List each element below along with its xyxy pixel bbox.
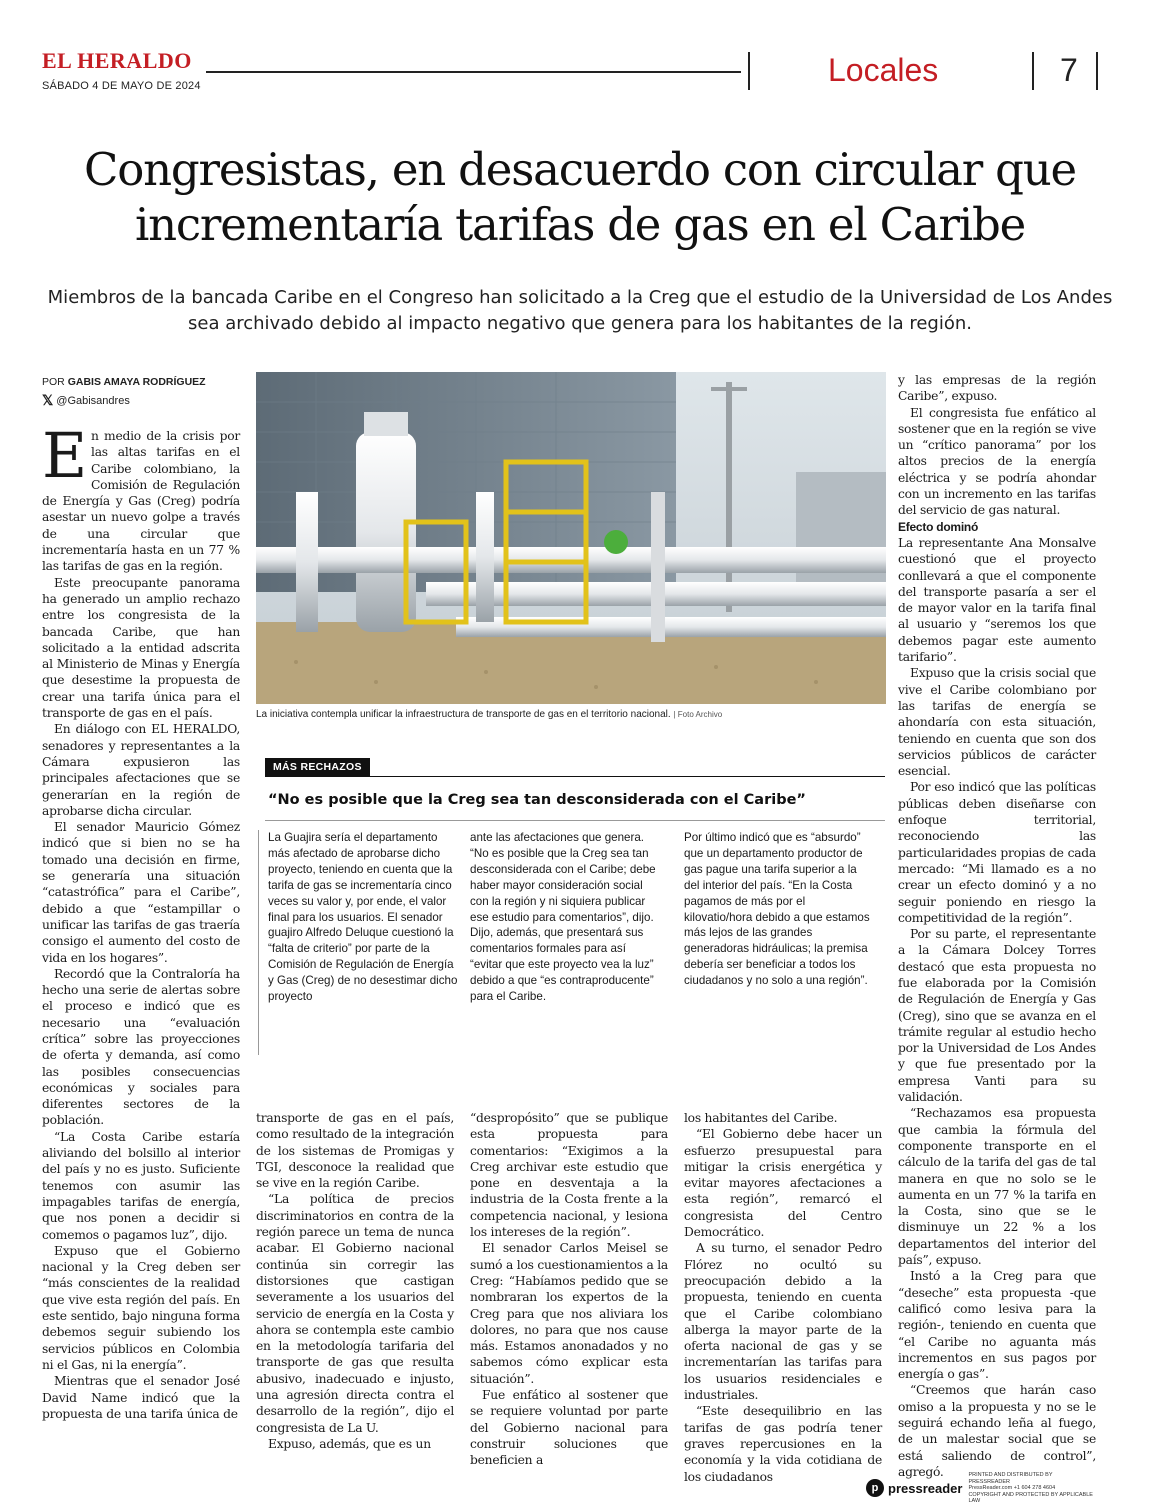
masthead-logo: EL HERALDO xyxy=(42,48,192,73)
pressreader-footer[interactable] xyxy=(866,1472,1093,1505)
section-divider-left xyxy=(748,52,750,90)
sidebar-column-2 xyxy=(470,830,660,1005)
paragraph: Expuso que el Gobierno nacional y la Creg deben ser “más conscientes de la realidad que vive esta región del país. En este sentido, bajo ninguna forma debemos seguir subiendo los servicios públicos en Colombia ni el Gas, ni la energía”. xyxy=(42,1243,240,1372)
photo-caption xyxy=(256,709,886,720)
paragraph: Expuso, además, que es un xyxy=(268,1436,431,1451)
notice-line: PressReader.com +1 604 278 4604 xyxy=(968,1485,1056,1491)
sidebar-text: La Guajira sería el departamento más afectado de aprobarse dicho proyecto, teniendo en cuenta que la tarifa de gas se incrementaría cinco veces su valor y, por ende, el valor final para los usuarios. El senador guajiro Alfredo Deluque cuestionó la “falta de criterio” por parte de la Comisión de Regulación de Energía y Gas (Creg) de no desestimar dicho proyecto xyxy=(268,831,458,1004)
article-column-4 xyxy=(684,1110,882,1485)
paragraph: y las empresas de la región Caribe”, expuso. xyxy=(898,373,1096,404)
sidebar-quote: “No es posible que la Creg sea tan desconsiderada con el Caribe” xyxy=(268,792,806,808)
article-column-2 xyxy=(256,1110,454,1452)
byline xyxy=(42,376,206,388)
section-divider-right xyxy=(1032,52,1034,90)
page-number: 7 xyxy=(1060,52,1078,88)
paragraph: n medio de la crisis por las altas tarifas en el Caribe colombiano, la Comisión de Regulación de Energía y Gas (Creg) podría asestar un nuevo golpe a través de una circular que incrementaría hasta en un 77 % las tarifas de gas en la región. xyxy=(42,429,240,574)
paragraph: “Este desequilibrio en las tarifas de gas podría tener graves repercusiones en la economía y la vida cotidiana de los ciudadanos xyxy=(684,1404,882,1484)
notice-line: COPYRIGHT AND PROTECTED BY APPLICABLE LAW xyxy=(968,1491,1093,1504)
caption-text: La iniciativa contempla unificar la infraestructura de transporte de gas en el territorio nacional. xyxy=(256,709,671,720)
article-column-5 xyxy=(898,372,1096,1480)
section-name: Locales xyxy=(828,52,939,88)
pressreader-brand: pressreader xyxy=(888,1480,963,1496)
paragraph: “despropósito” que se publique esta propuesta para comentarios: “Exigimos a la Creg archivar este estudio que pone en desventaja a la industria de la Costa frente a la competencia nacional, y lesiona los intereses de la región”. xyxy=(470,1111,668,1240)
article-subhead: Miembros de la bancada Caribe en el Congreso han solicitado a la Creg que el estudio de la Universidad de Los Andes sea archivado debido al impacto negativo que genera para los habitantes de la región. xyxy=(47,287,1113,334)
sidebar-quote-rule xyxy=(265,820,885,821)
paragraph: Instó a la Creg para que “deseche” esta propuesta -que calificó como lesiva para la región-, teniendo en cuenta que “el Caribe no aguanta más incrementos en sus pagos por energía o gas”. xyxy=(898,1269,1096,1382)
paragraph: La representante Ana Monsalve cuestionó que el proyecto conllevará a que el componente del transporte pasaría a ser el de mayor valor en la tarifa final al usuario y “seremos los que debemos pagar este aumento tarifario”. xyxy=(898,535,1096,665)
paragraph: A su turno, el senador Pedro Flórez no ocultó su preocupación debido a la propuesta, teniendo en cuenta que el Caribe colombiano alberga la mayor parte de la oferta nacional de gas y se incrementarían las tarifas para los usuarios residenciales e industriales. xyxy=(684,1241,882,1403)
masthead-rule xyxy=(206,71,741,73)
pressreader-icon: p xyxy=(866,1479,884,1497)
paragraph: Por su parte, el representante a la Cámara Dolcey Torres destacó que esta propuesta no fue elaborada por la Comisión de Regulación de Energía y Gas (Creg), sino que se avanza en el trámite regular al estudio hecho por la Universidad de Los Andes y que fue presentado por la empresa Vanti para su validación. xyxy=(898,927,1096,1105)
sidebar-text: Por último indicó que es “absurdo” que un departamento productor de gas pague una tarifa superior a la del interior del país. “En la Costa pagamos de más por el kilovatio/hora debido a que estamos más lejos de las grandes generadoras hidráulicas; la premisa debería ser beneficiar a todos los ciudadanos y no solo a una región”. xyxy=(684,831,870,988)
sidebar-column-1 xyxy=(268,830,458,1005)
paragraph: El senador Mauricio Gómez indicó que si bien no se ha tomado una decisión en firme, se generaría una situación “catastrófica” para el Caribe”, debido a que “estampillar o unificar las tarifas de gas traería consigo el aumento del costo de vida en los hogares”. xyxy=(42,820,240,965)
article-column-3 xyxy=(470,1110,668,1469)
paragraph: Expuso que la crisis social que vive el Caribe colombiano por las tarifas de energía se ahondaría con esta situación, teniendo en cuenta que son dos servicios públicos de carácter esencial. xyxy=(898,666,1096,779)
sidebar-column-3 xyxy=(684,830,874,989)
paragraph: los habitantes del Caribe. xyxy=(684,1111,838,1125)
gas-plant-illustration xyxy=(256,372,886,704)
sidebar-tag: MÁS RECHAZOS xyxy=(265,758,370,776)
paragraph: El senador Carlos Meisel se sumó a los cuestionamientos a la Creg: “Habíamos pedido que se nombraran los expertos de la Creg para que nos aliviara los dolores, no para que nos cause más. Estamos anonadados y no sabemos cómo explicar esta situación”. xyxy=(470,1241,668,1386)
section-subtitle: Efecto dominó xyxy=(898,519,979,534)
article-photo xyxy=(256,372,886,704)
paragraph: “El Gobierno debe hacer un esfuerzo presupuestal para mitigar la crisis energética y evitar mayores afectaciones a esta región”, remarcó el congresista del Centro Democrático. xyxy=(684,1127,882,1240)
photo-credit: | Foto Archivo xyxy=(673,710,723,719)
sidebar-text: ante las afectaciones que genera. “No es posible que la Creg sea tan desconsiderada con el Caribe; debe haber mayor consideración social con la región y ni siquiera publicar ese estudio para comentarios”, dijo. Dijo, además, que presentará sus comentarios formales para así “evitar que este proyecto vea la luz” debido a que “es contraproducente” para el Caribe. xyxy=(470,831,656,1004)
page-divider xyxy=(1096,52,1098,90)
paragraph: Por eso indicó que las políticas públicas deben diseñarse con enfoque territorial, reconociendo las particularidades propias de cada mercado: “Mi llamado es a no crear un efecto dominó y a no seguir poniendo en riesgo la competitividad de la región”. xyxy=(898,780,1096,925)
paragraph: “Rechazamos esa propuesta que cambia la fórmula del componente transporte en el cálculo de la tarifa del gas de tal manera en que no solo se le aumenta en un 77 % la tarifa en la Costa, sino que se le disminuye un 22 % a los departamentos del interior del país”, expuso. xyxy=(898,1106,1096,1268)
paragraph: transporte de gas en el país, como resultado de la integración de los sistemas de Promigas y TGI, desconoce la realidad que se vive en la región Caribe. xyxy=(256,1111,454,1191)
paragraph: Fue enfático al sostener que se requiere voluntad por parte del Gobierno nacional para construir soluciones que beneficien a xyxy=(470,1388,668,1468)
byline-prefix: POR xyxy=(42,376,65,388)
author-handle[interactable] xyxy=(42,392,130,409)
author-name: GABIS AMAYA RODRÍGUEZ xyxy=(67,376,206,388)
notice-line: PRINTED AND DISTRIBUTED BY PRESSREADER xyxy=(968,1472,1053,1485)
paragraph: El congresista fue enfático al sostener que en la región se vive un “crítico panorama” por los altos precios de la energía eléctrica y se podría ahondar con un incremento en las tarifas del servicio de gas natural. xyxy=(898,405,1096,518)
handle-text: @Gabisandres xyxy=(56,394,130,407)
paragraph: Este preocupante panorama ha generado un amplio rechazo entre los congresista de la bancada Caribe, que han solicitado a la entidad adscrita al Ministerio de Minas y Energía que desestime la propuesta de crear una tarifa única para el transporte de gas en el país. xyxy=(42,575,240,721)
issue-date: SÁBADO 4 DE MAYO DE 2024 xyxy=(42,80,201,92)
paragraph: “La política de precios discriminatorios en contra de la región parece un tema de nunca acabar. El Gobierno nacional continúa sin corregir las distorsiones que castigan severamente a los usuarios del servicio de energía en la Costa y ahora se contempla este cambio en la metodología tarifaria del transporte de gas que resulta abusivo, inadecuado e injusto, una agresión directa contra el desarrollo de la región”, dijo el congresista de La U. xyxy=(256,1192,454,1435)
sidebar-top-rule xyxy=(265,776,885,777)
pressreader-logo xyxy=(866,1479,962,1497)
pressreader-notice xyxy=(968,1472,1093,1505)
paragraph: “Creemos que harán caso omiso a la propuesta y no se le seguirá echando leña al fuego, de un malestar social que se está saliendo de control”, agregó. xyxy=(898,1383,1096,1479)
drop-cap: E xyxy=(42,419,88,492)
sidebar-left-rule xyxy=(258,830,259,1055)
paragraph: “La Costa Caribe estaría aliviando del bolsillo al interior del país y no es justo. Suficiente tenemos con asumir las impagables tarifas de energía, que nos ponen a decidir si comemos o pagamos luz”, dijo. xyxy=(42,1129,240,1242)
paragraph: Mientras que el senador José David Name indicó que la propuesta de una tarifa única de xyxy=(42,1374,240,1421)
article-headline: Congresistas, en desacuerdo con circular que incrementaría tarifas de gas en el Caribe xyxy=(84,143,1076,251)
x-logo-icon: 𝕏 xyxy=(42,392,54,408)
paragraph: En diálogo con EL HERALDO, senadores y representantes a la Cámara expusieron las principales afectaciones que se generarían en la región de aprobarse dicha circular. xyxy=(42,722,240,818)
article-column-1 xyxy=(42,419,240,1422)
paragraph: Recordó que la Contraloría ha hecho una serie de alertas sobre el proceso e indicó que es necesario una “evaluación crítica” sobre las proyecciones de oferta y demanda, así como las posibles consecuencias económicas y sociales para diferentes sectores de la población. xyxy=(42,966,240,1128)
